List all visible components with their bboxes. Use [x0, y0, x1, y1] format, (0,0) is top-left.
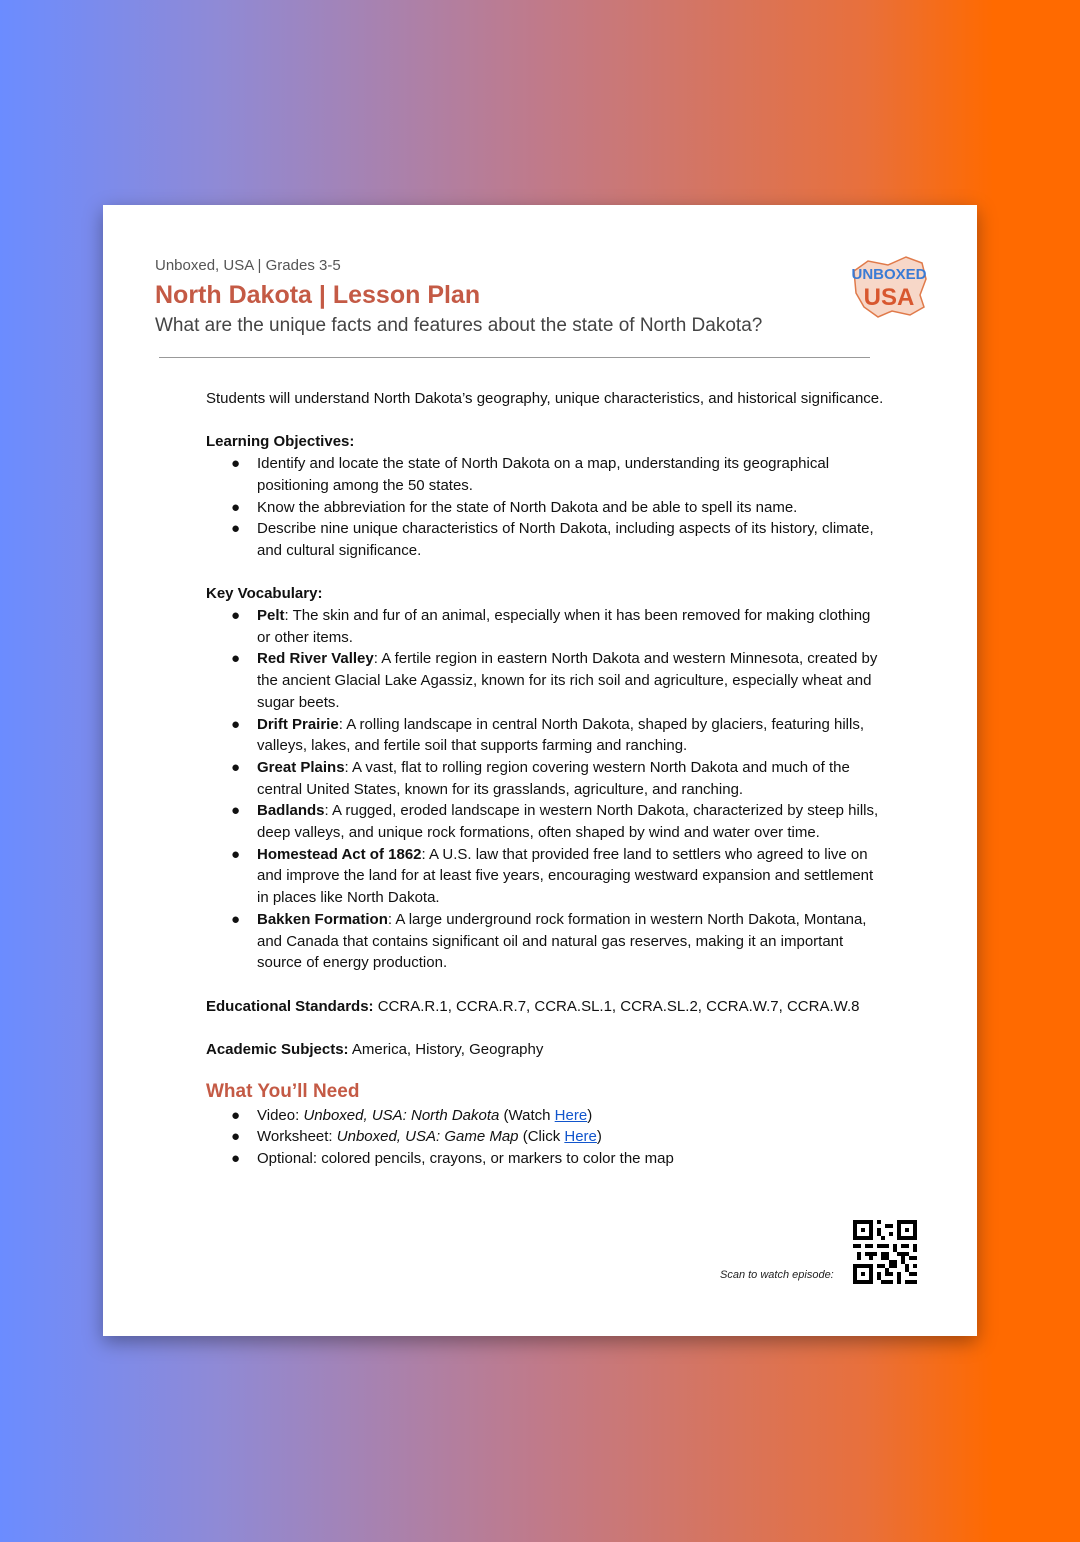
page-header: [155, 257, 875, 339]
what-youll-need-heading: What You’ll Need: [206, 1080, 360, 1102]
academic-subjects: Academic Subjects: America, History, Geography: [206, 1041, 544, 1059]
header-divider: [159, 357, 870, 358]
video-item: ● Video: Unboxed, USA: North Dakota (Watch Here): [231, 1106, 593, 1124]
vocab-definition: : The skin and fur of an animal, especially when it has been removed for making clothing or other items.: [257, 607, 871, 646]
educational-standards: Educational Standards: CCRA.R.1, CCRA.R.7, CCRA.SL.1, CCRA.SL.2, CCRA.W.7, CCRA.W.8: [206, 997, 860, 1015]
qr-code-icon[interactable]: [853, 1220, 917, 1284]
list-item: ● Describe nine unique characteristics of North Dakota, including aspects of its history, climate, and cultural significance.: [231, 520, 874, 559]
vocab-term: Bakken Formation: [257, 910, 388, 928]
qr-caption: Scan to watch episode:: [720, 1269, 834, 1281]
vocab-term: Drift Prairie: [257, 715, 339, 733]
worksheet-item: ● Worksheet: Unboxed, USA: Game Map (Click Here): [231, 1128, 602, 1146]
vocabulary-heading: Key Vocabulary:: [206, 585, 323, 603]
essential-question: What are the unique facts and features about the state of North Dakota?: [155, 315, 763, 336]
materials-list: [206, 1105, 886, 1170]
vocab-term: Homestead Act of 1862: [257, 845, 422, 863]
lesson-plan-page: [103, 205, 977, 1336]
click-here-link[interactable]: Here: [564, 1128, 597, 1146]
unboxed-usa-logo: [848, 249, 930, 321]
vocab-definition: : A fertile region in eastern North Dakota and western Minnesota, created by the ancient Glacial Lake Agassiz, known for its rich soil and agriculture, especially wheat and sugar beets.: [257, 650, 878, 711]
vocab-item: ● Bakken Formation: A large underground rock formation in western North Dakota, Montana, and Canada that contains significant oil and natural gas reserves, making it an important source of energy production.: [231, 910, 867, 972]
list-item: ● Know the abbreviation for the state of North Dakota and be able to spell its name.: [231, 498, 798, 516]
vocab-item: ● Homestead Act of 1862: A U.S. law that provided free land to settlers who agreed to live on and improve the land for at least five years, encouraging westward expansion and settlement in places like North Dakota.: [231, 845, 874, 907]
watch-here-link[interactable]: Here: [554, 1106, 588, 1124]
page-title: North Dakota | Lesson Plan: [155, 281, 481, 309]
vocab-definition: : A large underground rock formation in western North Dakota, Montana, and Canada that contains significant oil and natural gas reserves, making it an important source of energy production.: [257, 910, 867, 972]
logo-text-top: UNBOXED: [851, 266, 927, 283]
objectives-heading: Learning Objectives:: [206, 433, 355, 451]
list-item: ● Identify and locate the state of North Dakota on a map, understanding its geographical positioning among the 50 states.: [231, 455, 830, 494]
vocab-definition: : A U.S. law that provided free land to settlers who agreed to live on and improve the land for at least five years, encouraging westward expansion and settlement in places like North Dakota.: [257, 845, 874, 907]
vocab-definition: : A vast, flat to rolling region covering western North Dakota and much of the central United States, known for its grasslands, agriculture, and ranching.: [257, 758, 850, 798]
vocab-term: Great Plains: [257, 758, 345, 776]
vocab-term: Badlands: [257, 802, 325, 820]
vocab-item: ● Badlands: A rugged, eroded landscape in western North Dakota, characterized by steep hills, deep valleys, and unique rock formations, often shaped by wind and water over time.: [231, 802, 879, 842]
vocab-term: Pelt: [257, 607, 285, 624]
vocabulary-list: [206, 605, 886, 974]
logo-text-bottom: USA: [863, 284, 915, 311]
optional-item: ● Optional: colored pencils, crayons, or markers to color the map: [231, 1150, 674, 1168]
vocab-item: ● Red River Valley: A fertile region in eastern North Dakota and western Minnesota, created by the ancient Glacial Lake Agassiz, known for its rich soil and agriculture, especially wheat and sugar beets.: [231, 650, 878, 711]
vocab-item: ● Great Plains: A vast, flat to rolling region covering western North Dakota and much of the central United States, known for its grasslands, agriculture, and ranching.: [231, 758, 850, 798]
vocab-definition: : A rolling landscape in central North Dakota, shaped by glaciers, featuring hills, valleys, lakes, and fertile soil that supports farming and ranching.: [257, 715, 864, 755]
vocab-definition: : A rugged, eroded landscape in western North Dakota, characterized by steep hills, deep valleys, and unique rock formations, often shaped by wind and water over time.: [257, 802, 879, 842]
intro-paragraph: Students will understand North Dakota’s geography, unique characteristics, and historical significance.: [206, 390, 884, 407]
series-grade-label: Unboxed, USA | Grades 3-5: [155, 257, 341, 274]
vocab-item: ● Drift Prairie: A rolling landscape in central North Dakota, shaped by glaciers, featuring hills, valleys, lakes, and fertile soil that supports farming and ranching.: [231, 715, 864, 755]
objectives-list: [206, 453, 886, 562]
lesson-body: [206, 388, 886, 1170]
vocab-item: ● Pelt: The skin and fur of an animal, especially when it has been removed for making clothing or other items.: [231, 607, 871, 646]
vocab-term: Red River Valley: [257, 650, 374, 668]
